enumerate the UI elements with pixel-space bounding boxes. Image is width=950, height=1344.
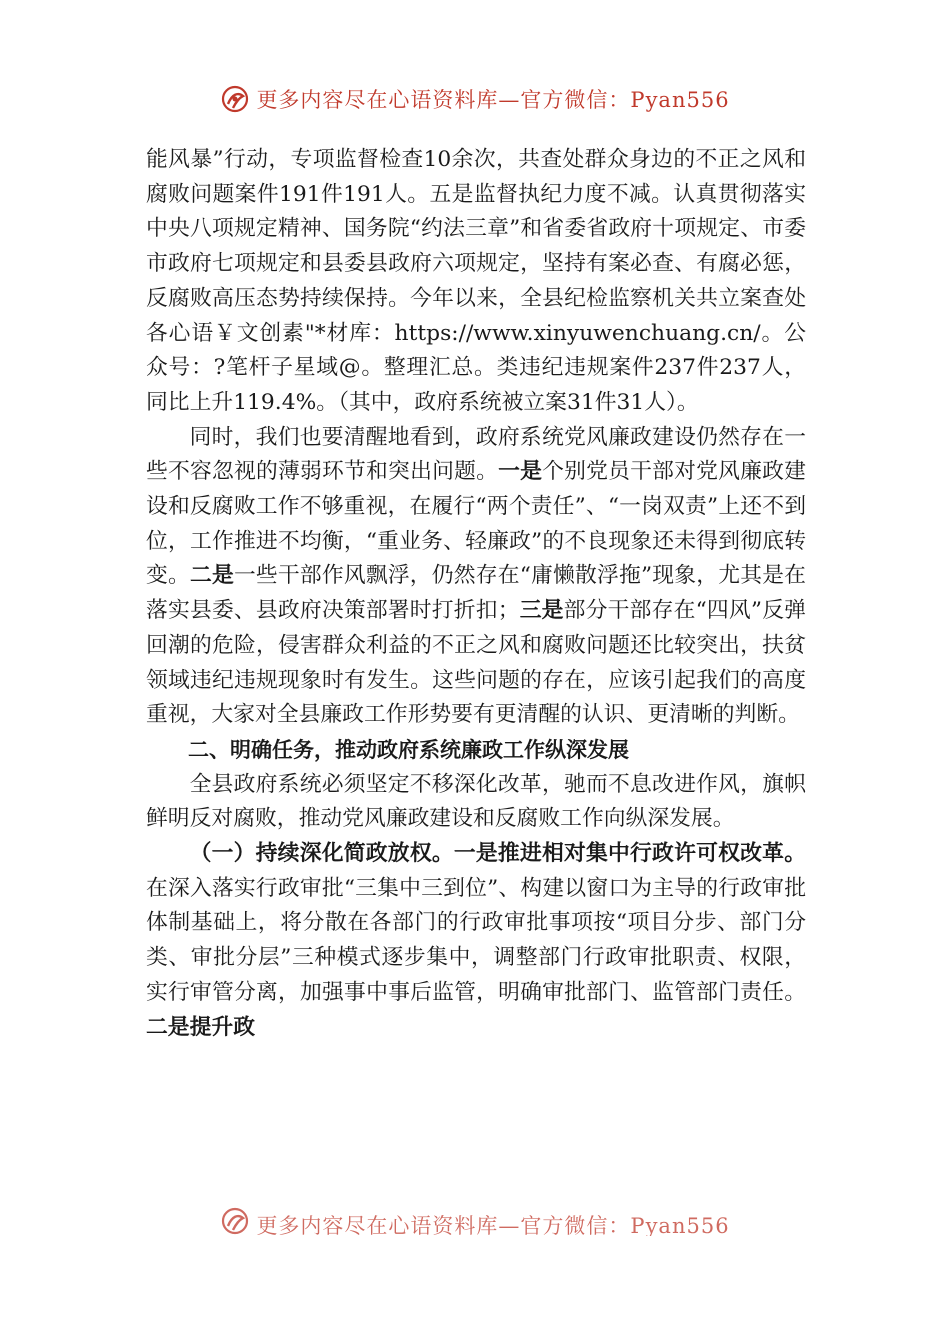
header-text: 更多内容尽在心语资料库—官方微信：Pyan556 xyxy=(256,88,730,112)
p2-text-e: 部分干部存在“四风”反弹回潮的危险，侵害群众利益的不正之风和腐败问题还比较突出，扶贫领域违纪违规现象时有发生。这些问题的存在，应该引起我们的高度重视，大家对全县廉政工作形势要有更清醒的认识、更清晰的判断。 xyxy=(146,598,806,728)
p2-text-a: 同时，我们也要清醒地看到，政府系统党风廉政建设仍然存在一些不容忽视的薄弱环节和突出问题。 xyxy=(146,424,806,485)
p2-bold-2: 二是 xyxy=(189,563,234,589)
p4-bold-2: 二是提升政 xyxy=(146,1014,255,1040)
document-body xyxy=(146,143,806,1045)
footer-text: 更多内容尽在心语资料库—官方微信：Pyan556 xyxy=(256,1214,730,1236)
p4-bold-1: （一）持续深化简政放权。一是推进相对集中行政许可权改革。 xyxy=(189,841,806,867)
paragraph-1: 能风暴”行动，专项监督检查10余次，共查处群众身边的不正之风和腐败问题案件191件191人。五是监督执纪力度不减。认真贯彻落实中央八项规定精神、国务院“约法三章”和省委省政府十项规定、市委市政府七项规定和县委县政府六项规定，坚持有案必查、有腐必惩，反腐败高压态势持续保持。今年以来，全县纪检监察机关共立案查处各心语￥文创素"*材库：https://www.xinyuwenchuang.cn/。公众号：?笔杆子星域@。整理汇总。类违纪违规案件237件237人，同比上升119.4%。（其中，政府系统被立案31件31人）。 xyxy=(146,147,806,415)
footer-banner xyxy=(0,1206,950,1236)
paragraph-2 xyxy=(146,421,806,733)
p4-text-a: 在深入落实行政审批“三集中三到位”、构建以窗口为主导的行政审批体制基础上，将分散在各部门的行政审批事项按“项目分步、部门分类、审批分层”三种模式逐步集中，调整部门行政审批职责、权限，实行审管分离，加强事中事后监管，明确审批部门、监管部门责任。 xyxy=(146,875,806,1005)
paragraph-4 xyxy=(146,837,806,1045)
p2-bold-1: 一是 xyxy=(498,459,543,485)
section-heading-2: 二、明确任务，推动政府系统廉政工作纵深发展 xyxy=(188,737,629,762)
seal-logo-icon xyxy=(220,1206,250,1236)
p2-bold-3: 三是 xyxy=(519,598,564,624)
p2-text-c: 个别党员干部对党风廉政建设和反腐败工作不够重视，在履行“两个责任”、“一岗双责”上还不到位，工作推进不均衡，“重业务、轻廉政”的不良现象还未得到彻底转变。 xyxy=(146,459,806,589)
header-banner xyxy=(0,84,950,114)
p2-text-d: 一些干部作风飘浮，仍然存在“庸懒散浮拖”现象，尤其是在落实县委、县政府决策部署时打折扣； xyxy=(146,563,806,624)
seal-logo-icon xyxy=(220,84,250,114)
paragraph-3: 全县政府系统必须坚定不移深化改革，驰而不息改进作风，旗帜鲜明反对腐败，推动党风廉政建设和反腐败工作向纵深发展。 xyxy=(146,771,806,832)
